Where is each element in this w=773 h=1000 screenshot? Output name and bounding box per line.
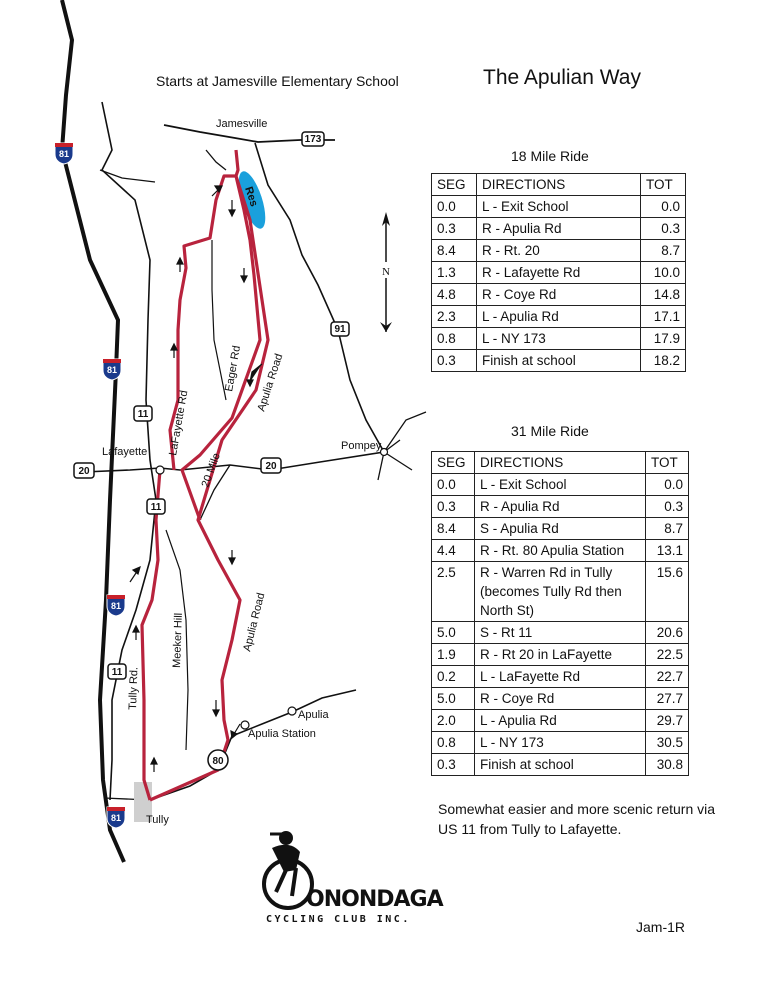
seg-cell: 2.5 [432,562,475,622]
table-row [432,622,689,644]
svg-text:81: 81 [110,813,122,823]
club-name: CYCLING CLUB INC. [266,914,411,925]
seg-cell: 5.0 [432,622,475,644]
table-row [432,218,686,240]
us11-shield [147,499,165,514]
svg-text:20: 20 [265,461,277,472]
directions-cell: R - Apulia Rd [477,218,641,240]
directions-cell: L - NY 173 [475,732,646,754]
seg-cell: 2.3 [432,306,477,328]
tot-cell: 17.1 [641,306,686,328]
tot-cell: 0.3 [641,218,686,240]
seg-cell: 0.3 [432,218,477,240]
i81-shield [107,807,125,828]
pompey-dot [381,449,388,456]
apulia-dot [288,707,296,715]
table-row [432,306,686,328]
svg-text:81: 81 [110,601,122,611]
tully-rd-label: Tully Rd. [127,666,141,711]
meeker-hill-label: Meeker Hill [171,612,185,669]
tot-cell: 20.6 [646,622,689,644]
seg-cell: 8.4 [432,240,477,262]
directions-cell: S - Rt 11 [475,622,646,644]
seg-cell: 0.3 [432,754,475,776]
table-row [432,518,689,540]
seg-cell: 4.4 [432,540,475,562]
table-row [432,240,686,262]
seg-cell: 0.8 [432,732,475,754]
directions-cell: R - Warren Rd in Tully (becomes Tully Rd then North St) [475,562,646,622]
directions-cell: L - NY 173 [477,328,641,350]
table-row [432,754,689,776]
directions-cell: R - Coye Rd [477,284,641,306]
directions-cell: Finish at school [477,350,641,372]
i81-shield [107,595,125,616]
eager-rd-label: Eager Rd [223,344,244,393]
directions-cell: R - Rt 20 in LaFayette [475,644,646,666]
pompey-label: Pompey [341,440,382,452]
seg-cell: 5.0 [432,688,475,710]
directions-cell: S - Apulia Rd [475,518,646,540]
i81-shield [103,359,121,380]
tot-cell: 27.7 [646,688,689,710]
i81-highway [62,0,124,862]
lafayette-label: Lafayette [102,446,148,458]
table-row [432,562,689,622]
table-row [432,710,689,732]
seg-cell: 1.9 [432,644,475,666]
tot-cell: 8.7 [646,518,689,540]
pompey-roads [378,412,426,480]
directions-cell: L - Apulia Rd [477,306,641,328]
seg-header: SEG [432,452,475,474]
tot-cell: 22.7 [646,666,689,688]
ny91-shield [331,322,349,336]
lafayette-rd-label: LaFayette Rd [167,389,191,457]
svg-text:80: 80 [212,756,224,767]
seg-cell: 0.2 [432,666,475,688]
svg-text:91: 91 [334,324,346,335]
table-row [432,644,689,666]
us20-shield [74,463,94,478]
directions-cell: R - Lafayette Rd [477,262,641,284]
directions-cell: R - Apulia Rd [475,496,646,518]
table-row [432,284,686,306]
tot-cell: 29.7 [646,710,689,732]
directions-header: DIRECTIONS [475,452,646,474]
tot-cell: 30.8 [646,754,689,776]
table-row [432,196,686,218]
svg-text:11: 11 [150,502,162,513]
table-row [432,666,689,688]
tot-cell: 14.8 [641,284,686,306]
tot-cell: 13.1 [646,540,689,562]
svg-text:81: 81 [106,365,118,375]
tot-cell: 30.5 [646,732,689,754]
directions-cell: R - Rt. 80 Apulia Station [475,540,646,562]
tully-label: Tully [146,814,169,826]
tot-cell: 0.0 [641,196,686,218]
seg-header: SEG [432,174,477,196]
svg-text:173: 173 [304,134,322,145]
seg-cell: 1.3 [432,262,477,284]
page-title: The Apulian Way [483,66,641,89]
lafayette-dot [156,466,164,474]
reservoir-label: Res [242,185,260,209]
north-compass-icon [378,212,394,332]
return-note: Somewhat easier and more scenic return via US 11 from Tully to Lafayette. [438,801,716,837]
apulia-road-south-label: Apulia Road [241,591,268,653]
directions-cell: L - Exit School [475,474,646,496]
ny173-shield [302,132,324,146]
ride18-cue-table [431,173,686,372]
table-row [432,328,686,350]
tot-cell: 18.2 [641,350,686,372]
ny80-shield [208,750,228,770]
apulia-station-label: Apulia Station [248,728,316,740]
twenty-mile-label: 20 Mile [199,451,223,490]
svg-text:N: N [382,266,390,278]
table-header-row [432,452,689,474]
directions-cell: Finish at school [475,754,646,776]
ride18-heading: 18 Mile Ride [511,148,589,164]
seg-cell: 0.0 [432,196,477,218]
tot-header: TOT [641,174,686,196]
tot-header: TOT [646,452,689,474]
tot-cell: 17.9 [641,328,686,350]
svg-text:11: 11 [111,667,123,678]
seg-cell: 2.0 [432,710,475,732]
table-row [432,732,689,754]
table-row [432,350,686,372]
table-row [432,474,689,496]
directions-cell: L - Apulia Rd [475,710,646,732]
seg-cell: 0.0 [432,474,475,496]
directions-cell: L - LaFayette Rd [475,666,646,688]
start-note: Starts at Jamesville Elementary School [156,73,399,89]
seg-cell: 8.4 [432,518,475,540]
apulia-label: Apulia [298,709,329,721]
directions-cell: R - Rt. 20 [477,240,641,262]
tot-cell: 22.5 [646,644,689,666]
tot-cell: 0.3 [646,496,689,518]
i81-shield [55,143,73,164]
table-row [432,262,686,284]
tot-cell: 0.0 [646,474,689,496]
tot-cell: 10.0 [641,262,686,284]
tot-cell: 15.6 [646,562,689,622]
us20-shield [261,458,281,473]
tot-cell: 8.7 [641,240,686,262]
ny91-road [255,143,384,452]
svg-text:81: 81 [58,149,70,159]
ride31-heading: 31 Mile Ride [511,423,589,439]
map-code: Jam-1R [636,919,686,935]
directions-cell: L - Exit School [477,196,641,218]
apulia-road-north-label: Apulia Road [255,352,286,413]
jamesville-label: Jamesville [216,118,268,130]
us11-shield [108,664,126,679]
seg-cell: 0.3 [432,496,475,518]
directions-cell: R - Coye Rd [475,688,646,710]
seg-cell: 0.8 [432,328,477,350]
table-row [432,540,689,562]
table-row [432,496,689,518]
road-jamesville-south [206,150,226,170]
eager-rd [212,240,226,400]
table-header-row [432,174,686,196]
svg-text:11: 11 [137,409,149,420]
club-logo-text: ONONDAGA [306,887,443,912]
svg-text:20: 20 [78,466,90,477]
us11-shield [134,406,152,421]
club-logo-icon [264,831,312,908]
ride31-cue-table [431,451,689,776]
directions-header: DIRECTIONS [477,174,641,196]
table-row [432,688,689,710]
seg-cell: 0.3 [432,350,477,372]
seg-cell: 4.8 [432,284,477,306]
